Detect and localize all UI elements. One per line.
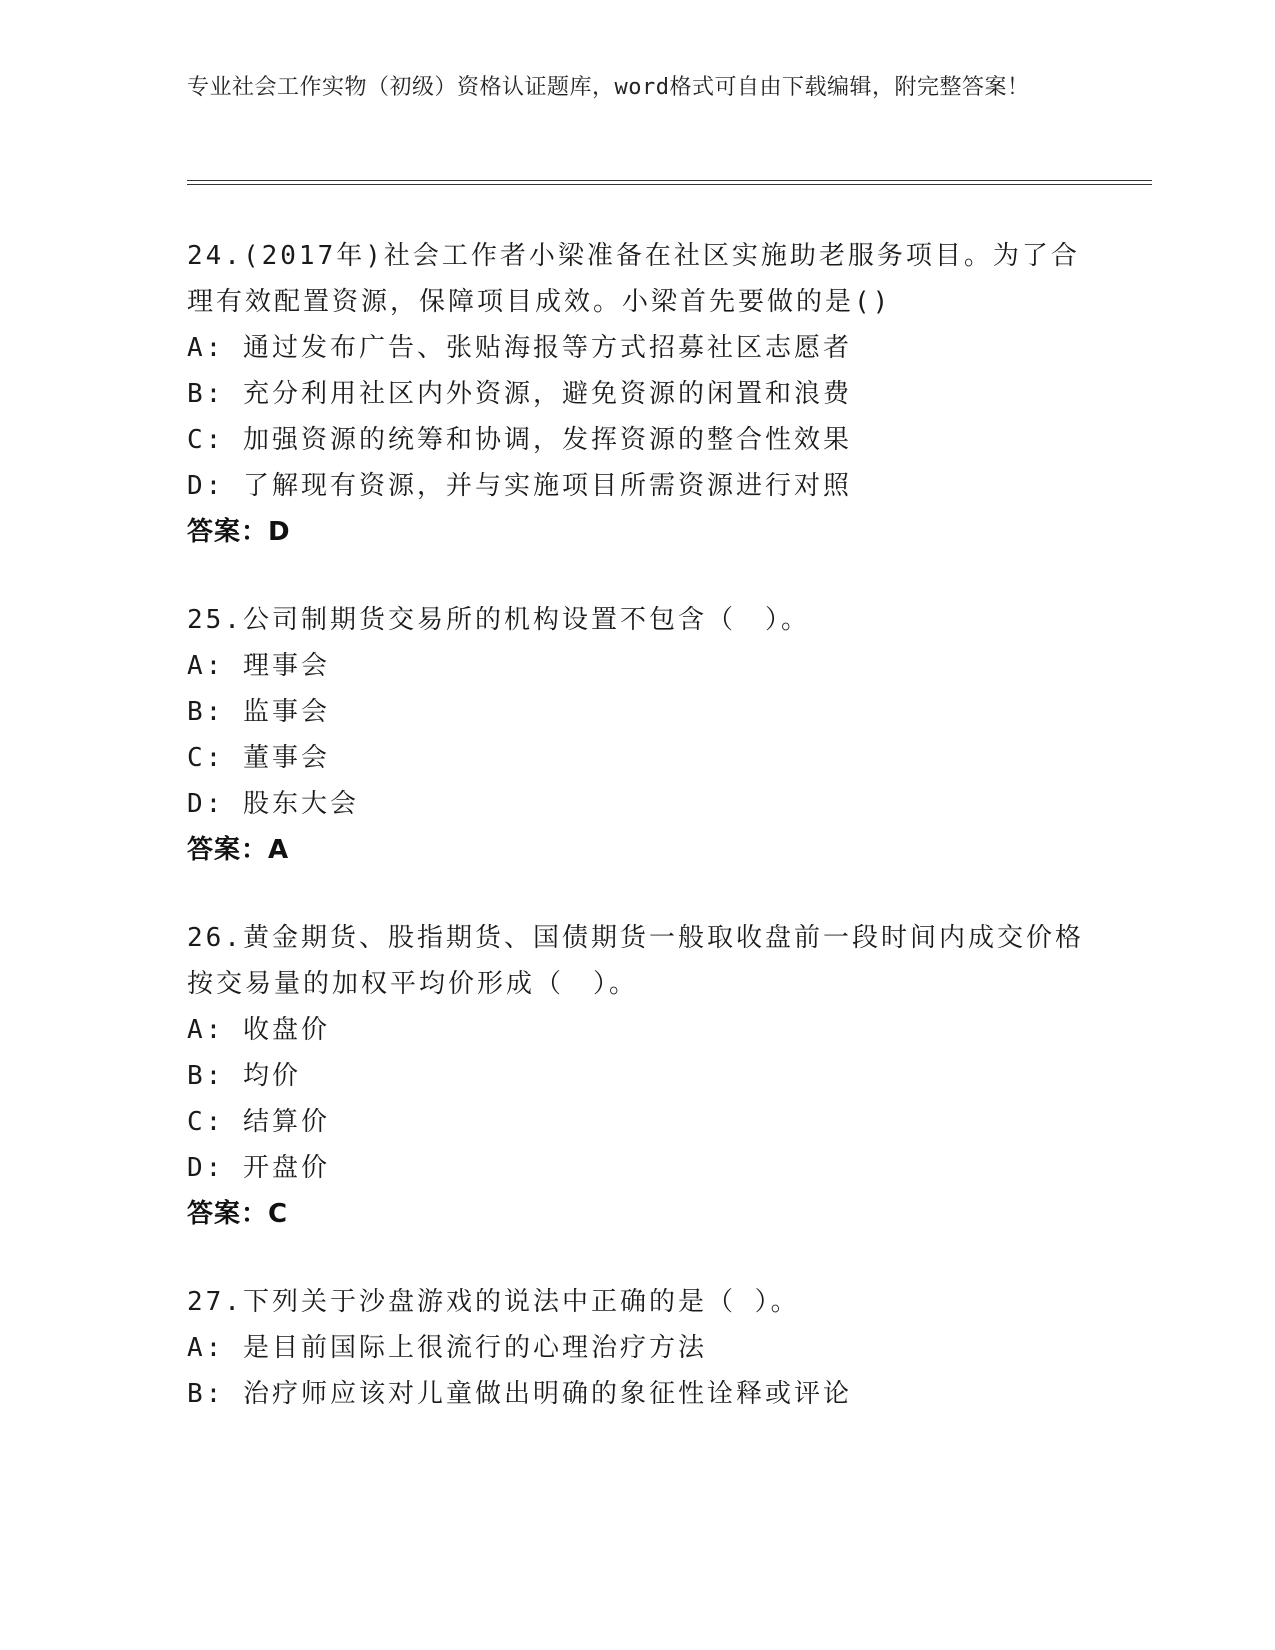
option-a: A: 收盘价 — [187, 1015, 330, 1045]
option-c: C: 结算价 — [187, 1107, 330, 1137]
option-d: D: 开盘价 — [187, 1153, 330, 1183]
option-d: D: 了解现有资源，并与实施项目所需资源进行对照 — [187, 471, 852, 501]
answer: 答案：D — [187, 517, 291, 547]
option-b: B: 治疗师应该对儿童做出明确的象征性诠释或评论 — [187, 1379, 852, 1409]
question-text: 24.(2017年)社会工作者小梁准备在社区实施助老服务项目。为了合理有效配置资源，保障项目成效。小梁首先要做的是() — [187, 241, 1080, 317]
question-text: 25.公司制期货交易所的机构设置不包含（ ）。 — [187, 605, 810, 635]
option-b: B: 均价 — [187, 1061, 301, 1091]
question-27 — [187, 1279, 1087, 1417]
option-a: A: 是目前国际上很流行的心理治疗方法 — [187, 1333, 707, 1363]
document-header: 专业社会工作实物（初级）资格认证题库，word格式可自由下载编辑，附完整答案！ — [187, 75, 1030, 100]
option-c: C: 加强资源的统筹和协调，发挥资源的整合性效果 — [187, 425, 852, 455]
option-b: B: 监事会 — [187, 697, 330, 727]
question-24 — [187, 233, 1087, 555]
question-25 — [187, 597, 1087, 873]
option-a: A: 理事会 — [187, 651, 330, 681]
option-c: C: 董事会 — [187, 743, 330, 773]
answer: 答案：A — [187, 835, 290, 865]
question-26 — [187, 915, 1087, 1237]
question-list — [187, 233, 1087, 1459]
option-b: B: 充分利用社区内外资源，避免资源的闲置和浪费 — [187, 379, 852, 409]
question-text: 26.黄金期货、股指期货、国债期货一般取收盘前一段时间内成交价格按交易量的加权平均价形成（ ）。 — [187, 923, 1084, 999]
header-divider — [187, 180, 1152, 185]
option-a: A: 通过发布广告、张贴海报等方式招募社区志愿者 — [187, 333, 852, 363]
question-text: 27.下列关于沙盘游戏的说法中正确的是（ ）。 — [187, 1287, 800, 1317]
answer: 答案：C — [187, 1199, 289, 1229]
option-d: D: 股东大会 — [187, 789, 359, 819]
